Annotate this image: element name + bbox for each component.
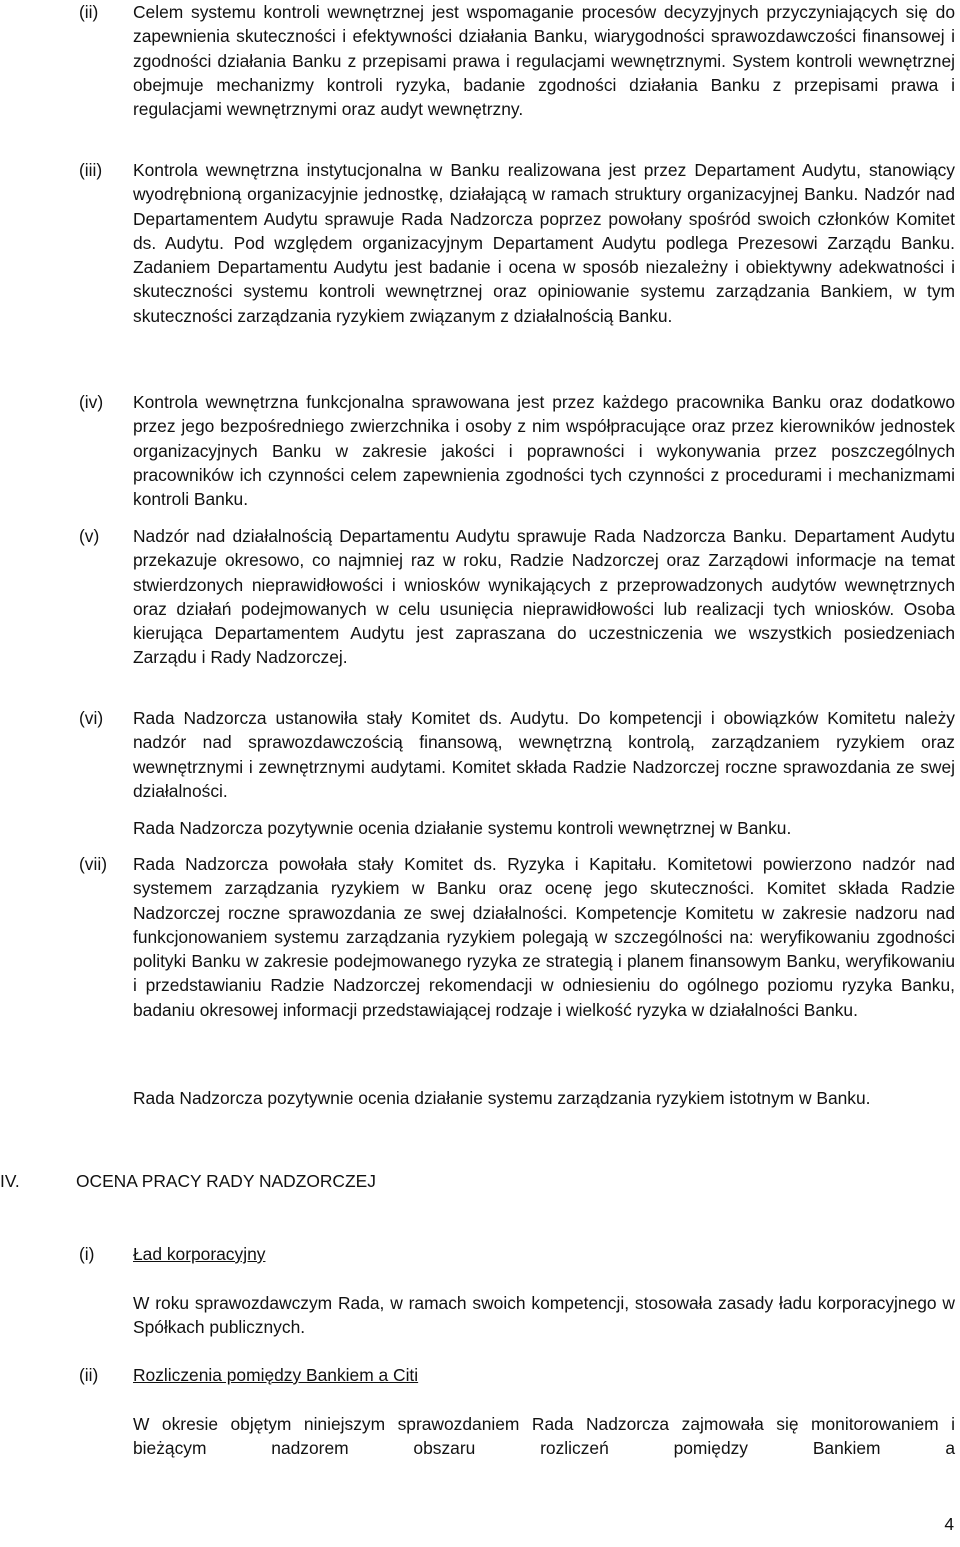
item-paragraph-conclusion: Rada Nadzorcza pozytywnie ocenia działanie systemu zarządzania ryzykiem istotnym w Banku.: [133, 1088, 871, 1108]
item-paragraph-conclusion: Rada Nadzorcza pozytywnie ocenia działanie systemu kontroli wewnętrznej w Banku.: [133, 818, 792, 838]
item-paragraph: Nadzór nad działalnością Departamentu Audytu sprawuje Rada Nadzorcza Banku. Departament Audytu przekazuje okresowo, co najmniej raz w roku, Radzie Nadzorczej oraz Zarządowi informacje na temat stwierdzonych nieprawidłowości i wniosków wynikających z przeprowadzonych audytów wewnętrznych oraz działań podejmowanych w celu usunięcia nieprawidłowości lub realizacji tych wniosków. Osoba kierująca Departamentem Audytu jest zapraszana do uczestniczenia we wszystkich posiedzeniach Zarządu i Rady Nadzorczej.: [133, 526, 955, 668]
subsection-number: (i): [79, 1244, 95, 1264]
subsection-paragraph: W roku sprawozdawczym Rada, w ramach swoich kompetencji, stosowała zasady ładu korporacyjnego w Spółkach publicznych.: [133, 1293, 955, 1338]
item-number: (iii): [79, 160, 103, 180]
item-paragraph: Celem systemu kontroli wewnętrznej jest wspomaganie procesów decyzyjnych przyczyniających się do zapewnienia skuteczności i efektywności działania Banku, wiarygodności sprawozdawczości finansowej i zgodności działania Banku z przepisami prawa i regulacjami wewnętrznymi. System kontroli wewnętrznej obejmuje mechanizmy kontroli ryzyka, badanie zgodności działania Banku z przepisami prawa i regulacjami wewnętrznymi oraz audyt wewnętrzny.: [133, 2, 955, 120]
section-title: OCENA PRACY RADY NADZORCZEJ: [76, 1171, 376, 1191]
subsection-number: (ii): [79, 1365, 99, 1385]
subsection-heading: Ład korporacyjny: [133, 1244, 266, 1264]
item-paragraph: Rada Nadzorcza ustanowiła stały Komitet ds. Audytu. Do kompetencji i obowiązków Komitetu należy nadzór nad sprawozdawczością finansową, wewnętrzną kontrolą, zarządzaniem ryzykiem oraz wewnętrznymi i zewnętrznymi audytami. Komitet składa Radzie Nadzorczej roczne sprawozdania ze swej działalności.: [133, 708, 955, 801]
item-paragraph: Kontrola wewnętrzna instytucjonalna w Banku realizowana jest przez Departament Audytu, stanowiący wyodrębnioną organizacyjnie jednostkę, działającą w ramach struktury organizacyjnej Banku. Nadzór nad Departamentem Audytu sprawuje Rada Nadzorcza poprzez powołany spośród swoich członków Komitet ds. Audytu. Pod względem organizacyjnym Departament Audytu podlega Prezesowi Zarządu Banku. Zadaniem Departamentu Audytu jest badanie i ocena w sposób niezależny i obiektywny adekwatności i skuteczności systemu kontroli wewnętrznej oraz opiniowanie systemu zarządzania Bankiem, w tym skuteczności zarządzania ryzykiem związanym z działalnością Banku.: [133, 160, 955, 326]
subsection-heading: Rozliczenia pomiędzy Bankiem a Citi: [133, 1365, 419, 1385]
section-number: IV.: [0, 1171, 20, 1191]
item-paragraph: Rada Nadzorcza powołała stały Komitet ds. Ryzyka i Kapitału. Komitetowi powierzono nadzór nad systemem zarządzania ryzykiem w Banku oraz ocenę jego skuteczności. Komitet składa Radzie Nadzorczej roczne sprawozdania ze swej działalności. Kompetencje Komitetu w zakresie nadzoru nad funkcjonowaniem systemu zarządzania ryzykiem polegają w szczególności na: weryfikowaniu zgodności polityki Banku w zakresie podejmowanego ryzyka ze strategią i planem finansowym Banku, weryfikowaniu i przedstawianiu Radzie Nadzorczej rekomendacji w odniesieniu do ogólnego poziomu ryzyka Banku, badaniu okresowej informacji przedstawiającej rodzaje i wielkość ryzyka w działalności Banku.: [133, 854, 955, 1020]
item-number: (vi): [79, 708, 104, 728]
subsection-paragraph: W okresie objętym niniejszym sprawozdaniem Rada Nadzorcza zajmowała się monitorowaniem i bieżącym nadzorem obszaru rozliczeń pomiędzy Bankiem a: [133, 1414, 955, 1459]
item-number: (ii): [79, 2, 99, 22]
item-paragraph: Kontrola wewnętrzna funkcjonalna sprawowana jest przez każdego pracownika Banku oraz dodatkowo przez jego bezpośredniego zwierzchnika i osoby z nim współpracujące oraz przez kierowników jednostek organizacyjnych Banku w zakresie jakości i poprawności i wykonywania przez poszczególnych pracowników ich czynności celem zapewnienia zgodności tych czynności z procedurami i mechanizmami kontroli Banku.: [133, 392, 955, 510]
item-number: (v): [79, 526, 100, 546]
item-number: (iv): [79, 392, 104, 412]
page-number: 4: [944, 1514, 954, 1534]
item-number: (vii): [79, 854, 108, 874]
